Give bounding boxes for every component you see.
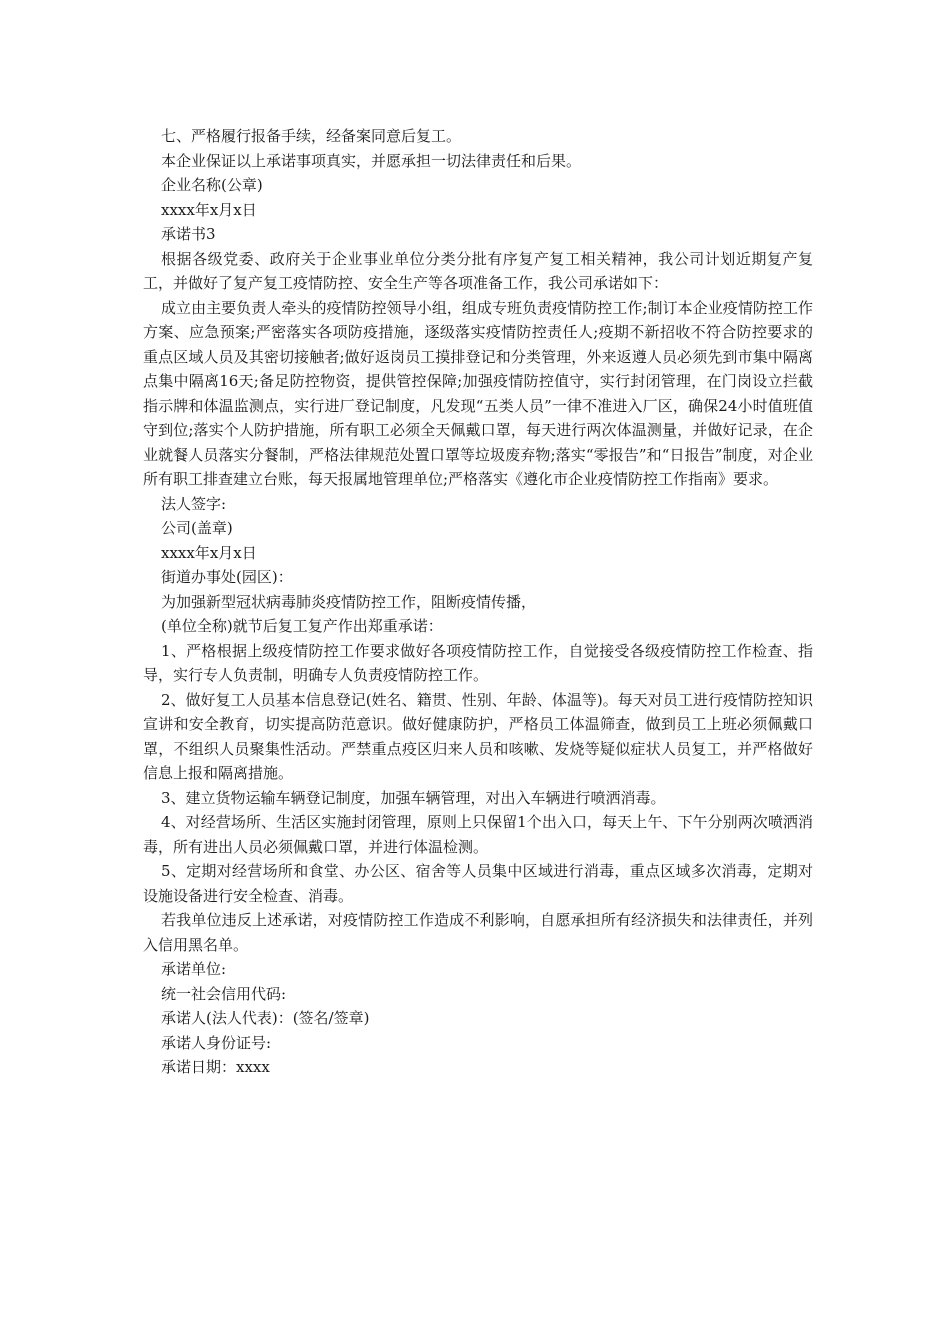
pledge-item-1: 1、严格根据上级疫情防控工作要求做好各项疫情防控工作，自觉接受各级疫情防控工作检查、指导，实行专人负责制，明确专人负责疫情防控工作。 <box>143 641 813 684</box>
paragraph-liability: 若我单位违反上述承诺，对疫情防控工作造成不利影响，自愿承担所有经济损失和法律责任，并列入信用黑名单。 <box>143 911 813 954</box>
paragraph-purpose: 为加强新型冠状病毒肺炎疫情防控工作，阻断疫情传播， <box>161 592 537 611</box>
pledge-item-5: 5、定期对经营场所和食堂、办公区、宿舍等人员集中区域进行消毒，重点区域多次消毒，定期对设施设备进行安全检查、消毒。 <box>143 862 813 905</box>
paragraph-intro: 根据各级党委、政府关于企业事业单位分类分批有序复产复工相关精神，我公司计划近期复产复工，并做好了复产复工疫情防控、安全生产等各项准备工作，我公司承诺如下： <box>143 249 813 292</box>
pledging-unit: 承诺单位: <box>161 960 227 978</box>
paragraph-measures: 成立由主要负责人牵头的疫情防控领导小组，组成专班负责疫情防控工作;制订本企业疫情防控工作方案、应急预案;严密落实各项防疫措施，逐级落实疫情防控责任人;疫期不新招收不符合防控要求的重点区域人员及其密切接触者;做好返岗员工摸排登记和分类管理，外来返遵人员必须先到市集中隔离点集中隔离16天;备足防控物资，提供管控保障;加强疫情防控值守，实行封闭管理，在门岗设立拦截指示牌和体温监测点，实行进厂登记制度，凡发现“五类人员”一律不准进入厂区，确保24小时值班值守到位;落实个人防护措施，所有职工必须全天佩戴口罩，每天进行两次体温测量，并做好记录，在企业就餐人员落实分餐制，严格法律规范处置口罩等垃圾废弃物;落实“零报告”和“日报告”制度，对企业所有职工排查建立台账，每天报属地管理单位;严格落实《遵化市企业疫情防控工作指南》要求。 <box>143 298 813 488</box>
pledge-item-4: 4、对经营场所、生活区实施封闭管理，原则上只保留1个出入口，每天上午、下午分别两次喷洒消毒，所有进出人员必须佩戴口罩，并进行体温检测。 <box>143 813 813 856</box>
paragraph-guarantee: 本企业保证以上承诺事项真实，并愿承担一切法律责任和后果。 <box>161 151 582 170</box>
pledger-id-number: 承诺人身份证号: <box>161 1033 272 1052</box>
document-body <box>143 124 813 1080</box>
legal-rep-signature: 法人签字: <box>161 494 227 513</box>
company-stamp: 公司(盖章) <box>161 519 233 537</box>
date-line: xxxx年x月x日 <box>161 200 257 219</box>
date-line: xxxx年x月x日 <box>161 543 257 562</box>
pledge-item-2: 2、做好复工人员基本信息登记(姓名、籍贯、性别、年龄、体温等)。每天对员工进行疫情防控知识宣讲和安全教育，切实提高防范意识。做好健康防护，严格员工体温筛查，做到员工上班必须佩戴口罩，不组织人员聚集性活动。严禁重点疫区归来人员和咳嗽、发烧等疑似症状人员复工，并严格做好信息上报和隔离措施。 <box>143 690 813 782</box>
addressee: 街道办事处(园区)： <box>161 568 293 586</box>
paragraph-declaration: (单位全称)就节后复工复产作出郑重承诺： <box>161 617 443 635</box>
pledge-item-3: 3、建立货物运输车辆登记制度，加强车辆管理，对出入车辆进行喷洒消毒。 <box>161 788 666 807</box>
company-name-seal: 企业名称(公章) <box>161 176 263 194</box>
paragraph-item-7-filing: 七、严格履行报备手续，经备案同意后复工。 <box>161 127 462 145</box>
section-title-pledge-3: 承诺书3 <box>161 225 216 243</box>
credit-code: 统一社会信用代码: <box>161 984 287 1003</box>
pledge-date: 承诺日期：xxxx <box>161 1058 270 1076</box>
pledger-signature: 承诺人(法人代表)：(签名/签章) <box>161 1009 370 1027</box>
